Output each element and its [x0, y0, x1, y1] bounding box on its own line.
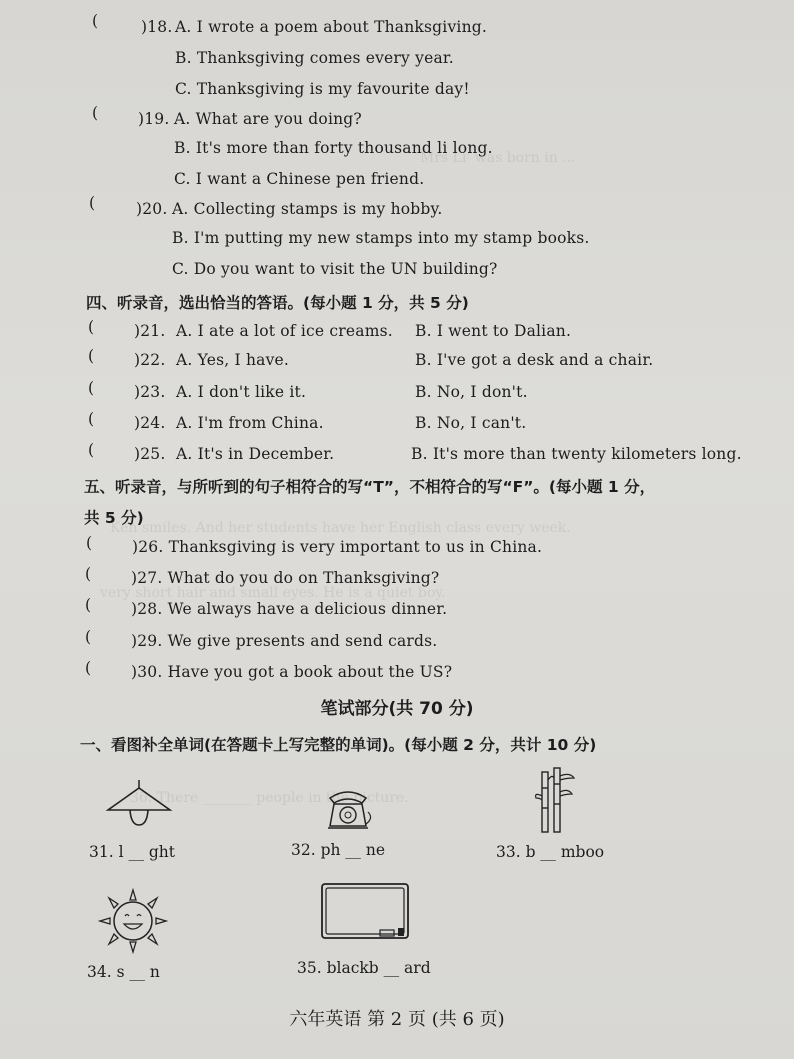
word-item: 32. ph __ ne — [291, 841, 385, 859]
word-item: 35. blackb __ ard — [297, 959, 431, 977]
option-c: C. Do you want to visit the UN building? — [172, 260, 498, 278]
statement: )29. We give presents and send cards. — [131, 632, 438, 650]
option-a: A. It's in December. — [176, 445, 335, 463]
answer-paren: ( — [88, 347, 95, 365]
option-a: A. What are you doing? — [174, 110, 362, 128]
answer-paren: ( — [85, 659, 92, 677]
word-item: 34. s __ n — [87, 963, 160, 981]
section-5-title: 五、听录音，与所听到的句子相符合的写“T”，不相符合的写“F”。(每小题 1 分， — [84, 478, 656, 496]
option-a: A. I ate a lot of ice creams. — [176, 322, 393, 340]
option-b: B. It's more than twenty kilometers long. — [411, 445, 742, 463]
question-number: )20. — [136, 200, 168, 218]
statement: )30. Have you got a book about the US? — [131, 663, 453, 681]
option-b: B. I've got a desk and a chair. — [415, 351, 654, 369]
question-number: )25. — [134, 445, 166, 463]
question-number: )24. — [134, 414, 166, 432]
section-4-title: 四、听录音，选出恰当的答语。(每小题 1 分，共 5 分) — [86, 294, 469, 312]
answer-paren: ( — [85, 596, 92, 614]
answer-paren: ( — [88, 410, 95, 428]
option-b: B. No, I don't. — [415, 383, 528, 401]
exam-page: Mrs Li' was born in ... Ken smiles. And her students have her English class every week. very short hair and small eyes. He is a quiet boy. 36. There _______ people in the picture. ( )18. A. I wrote a poem about Thanksgiving. B. Thanksgiving comes every year. C. Thanksgiving is my favourite day! ( )19. A. What are you doing? B. It's more than forty thousand li long. C. I want a Chinese pen friend. ( )20. A. Collecting stamps is my hobby. B. I'm putting my new stamps into my stamp books. C. Do you want to visit the UN building? 四、听录音，选出恰当的答语。(每小题 1 分，共 5 分) ( )21. A. I ate a lot of ice creams. B. I went to Dalian. ( )22. A. Yes, I have. B. I've got a desk and a chair. ( )23. A. I don't like it. B. No, I don't. ( )24. A. I'm from China. B. No, I can't. ( )25. A. It's in December. B. It's more than twenty kilometers long. 五、听录音，与所听到的句子相符合的写“T”，不相符合的写“F”。(每小题 1 分， 共 5 分) ( )26. Thanksgiving is very important to us in China. ( )27. What do you do on Thanksgiving? ( )28. We always have a delicious dinner. ( )29. We give presents and send cards. ( )30. Have you got a book about the US? 笔试部分(共 70 分) 一、看图补全单词(在答题卡上写完整的单词)。(每小题 2 分，共计 10 分) 31. l __ ght 32. ph __ ne 33. b __ mboo 34. s __ n 35. blackb __ ard 六年英语 第 2 页 (共 6 页) — [0, 0, 794, 1059]
answer-paren: ( — [85, 628, 92, 646]
answer-paren: ( — [88, 379, 95, 397]
option-b: B. No, I can't. — [415, 414, 527, 432]
option-b: B. I'm putting my new stamps into my stamp books. — [172, 229, 590, 247]
word-item: 33. b __ mboo — [496, 843, 605, 861]
option-c: C. I want a Chinese pen friend. — [174, 170, 425, 188]
blackboard-icon — [318, 880, 414, 944]
answer-paren: ( — [86, 534, 93, 552]
answer-paren: ( — [92, 12, 99, 30]
option-a: A. Collecting stamps is my hobby. — [172, 200, 443, 218]
option-b: B. I went to Dalian. — [415, 322, 572, 340]
statement: )26. Thanksgiving is very important to us in China. — [132, 538, 543, 556]
answer-paren: ( — [89, 194, 96, 212]
question-number: )23. — [134, 383, 166, 401]
option-a: A. I'm from China. — [176, 414, 324, 432]
option-c: C. Thanksgiving is my favourite day! — [175, 80, 470, 98]
question-number: )22. — [134, 351, 166, 369]
answer-paren: ( — [92, 104, 99, 122]
answer-paren: ( — [88, 318, 95, 336]
option-a: A. I don't like it. — [176, 383, 307, 401]
question-number: )18. — [141, 18, 173, 36]
telephone-icon — [322, 788, 374, 834]
question-number: )21. — [134, 322, 166, 340]
answer-paren: ( — [88, 441, 95, 459]
option-a: A. Yes, I have. — [176, 351, 290, 369]
sun-icon — [98, 888, 168, 954]
option-a: A. I wrote a poem about Thanksgiving. — [175, 18, 488, 36]
statement: )27. What do you do on Thanksgiving? — [131, 569, 440, 587]
written-section-1-title: 一、看图补全单词(在答题卡上写完整的单词)。(每小题 2 分，共计 10 分) — [80, 736, 597, 754]
statement: )28. We always have a delicious dinner. — [131, 600, 448, 618]
option-b: B. It's more than forty thousand li long. — [174, 139, 493, 157]
bamboo-icon — [534, 766, 576, 834]
word-item: 31. l __ ght — [89, 843, 176, 861]
written-part-title: 笔试部分(共 70 分) — [320, 699, 474, 719]
option-b: B. Thanksgiving comes every year. — [175, 49, 454, 67]
section-5-title-cont: 共 5 分) — [84, 509, 144, 527]
answer-paren: ( — [85, 565, 92, 583]
question-number: )19. — [138, 110, 170, 128]
lamp-icon — [104, 778, 174, 834]
page-footer: 六年英语 第 2 页 (共 6 页) — [289, 1009, 505, 1030]
